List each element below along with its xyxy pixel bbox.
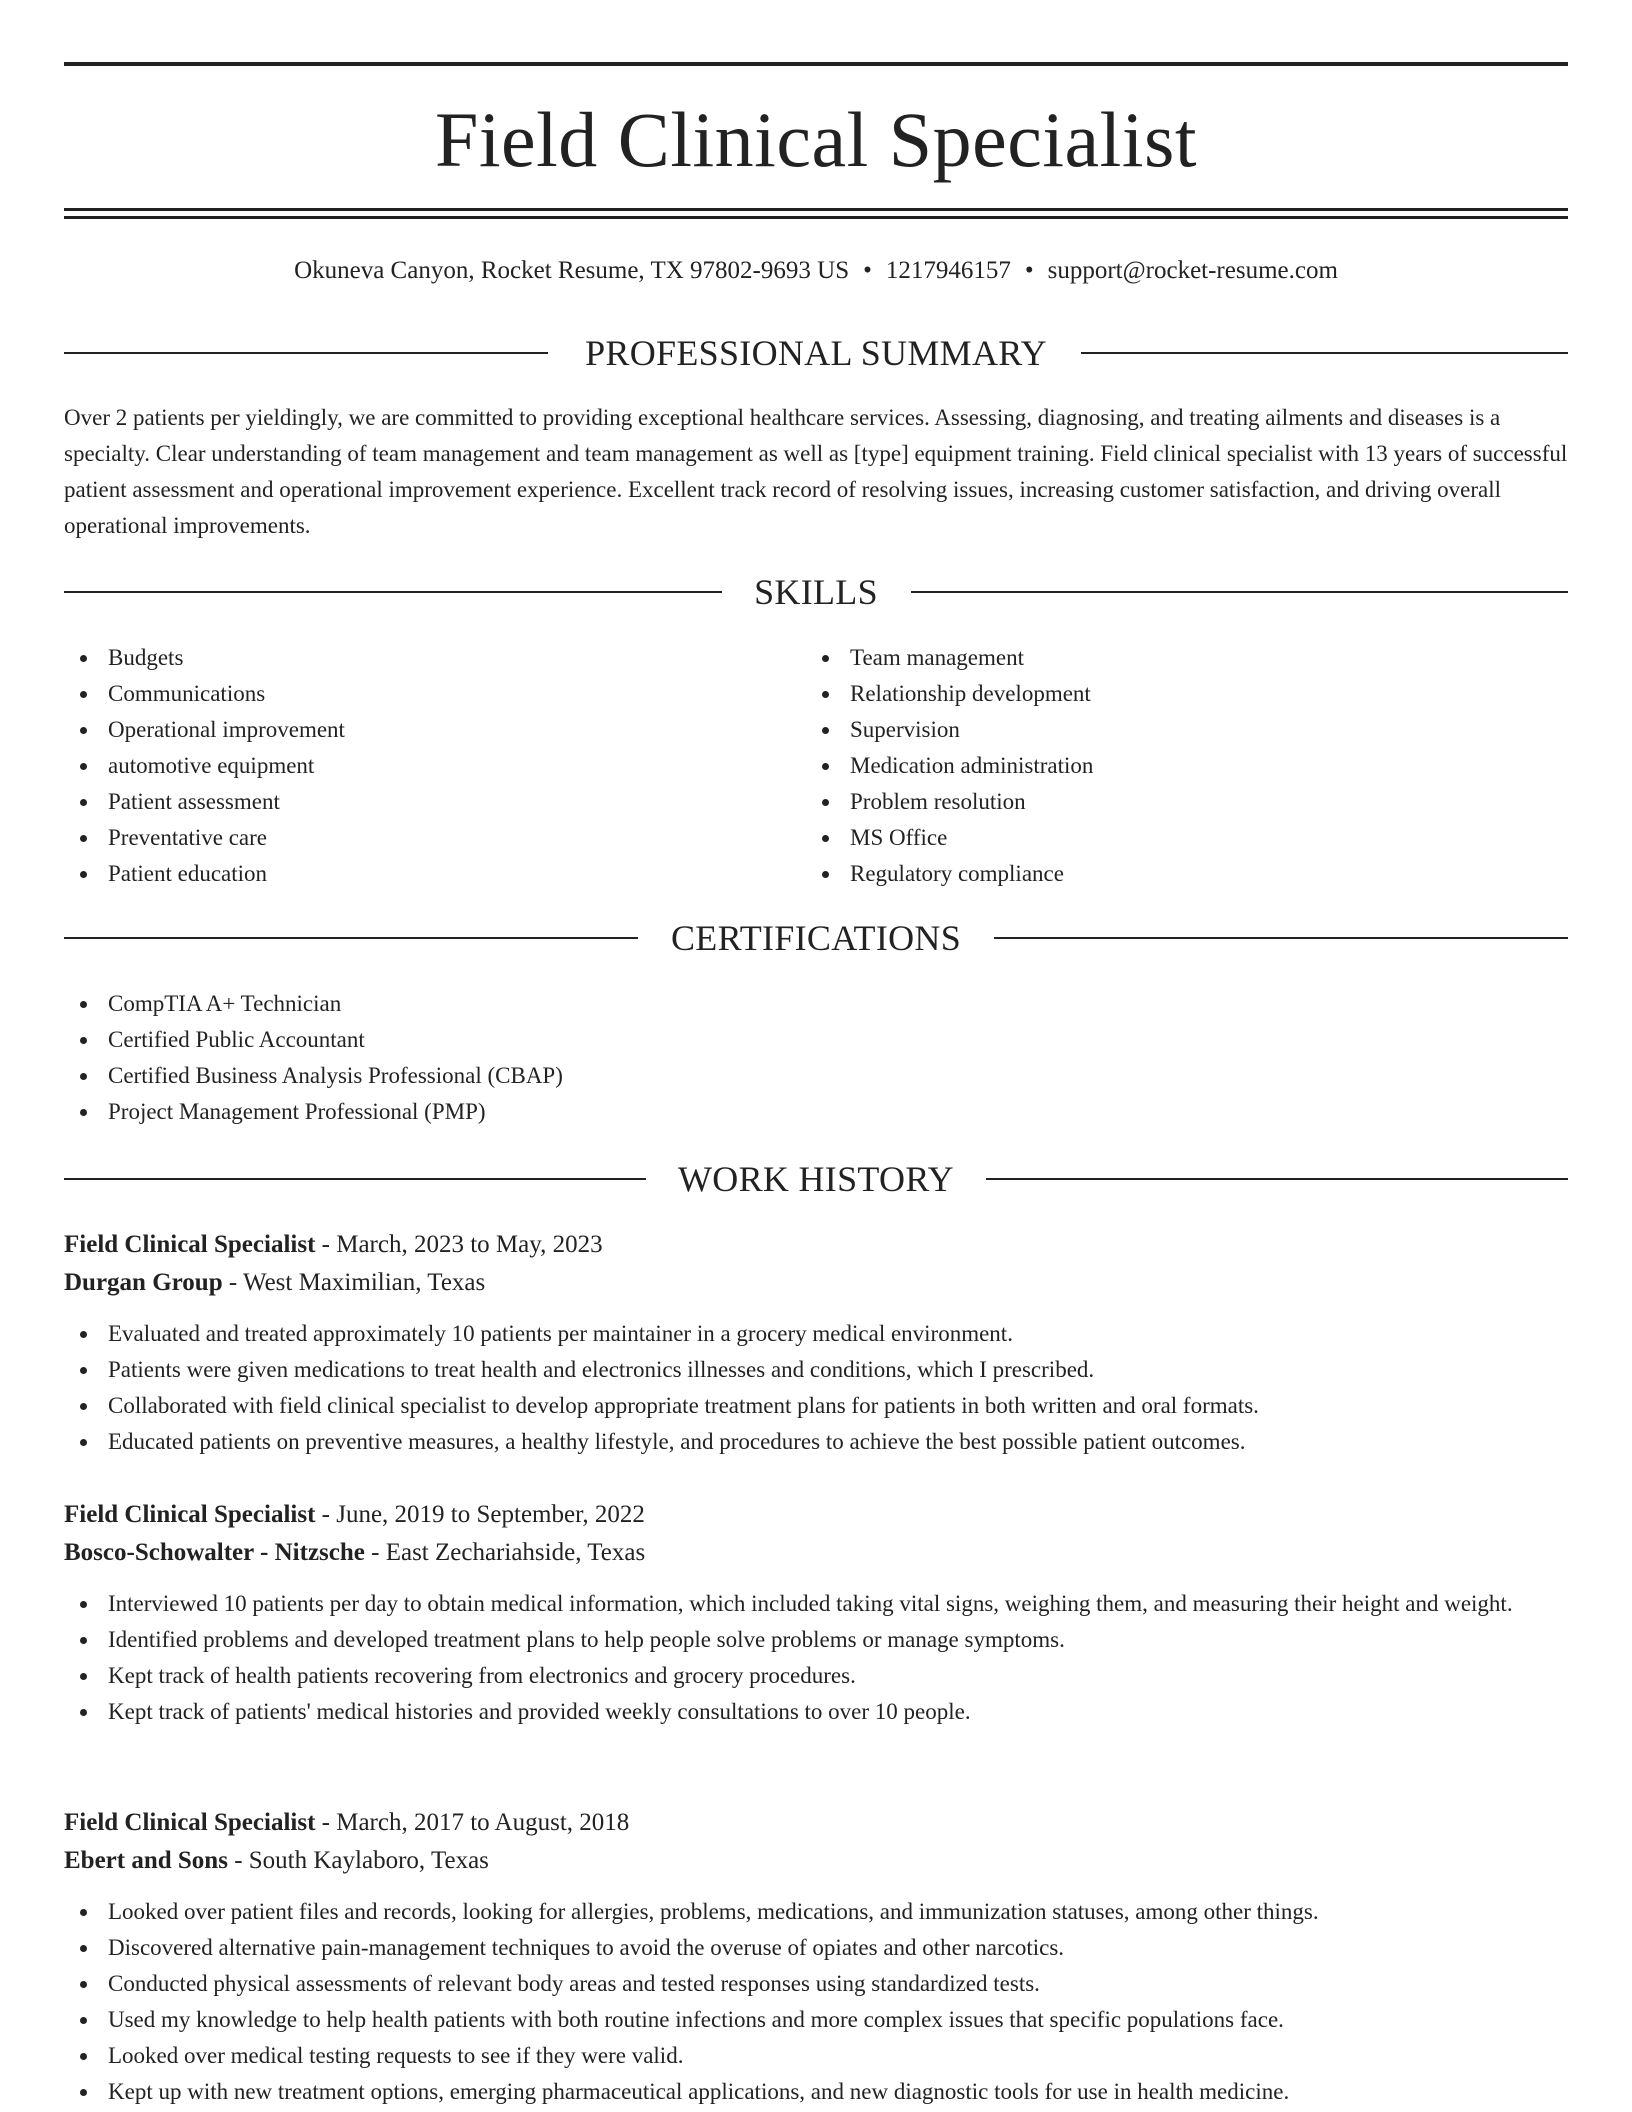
job-duty: Identified problems and developed treatment plans to help people solve problems or manage symptoms. (64, 1622, 1568, 1658)
certification-item: CompTIA A+ Technician (64, 986, 1568, 1022)
job-duty: Looked over medical testing requests to see if they were valid. (64, 2038, 1568, 2074)
skill-item: Communications (64, 676, 804, 712)
contact-line (64, 254, 1568, 288)
certifications-list (64, 986, 1568, 1130)
job-company-line (64, 1842, 1568, 1880)
contact-address: Okuneva Canyon, Rocket Resume, TX 97802-9693 US (294, 257, 850, 284)
certification-item: Certified Public Accountant (64, 1022, 1568, 1058)
skill-item: Problem resolution (806, 784, 1566, 820)
job-duty: Used my knowledge to help health patients with both routine infections and more complex issues that specific populations face. (64, 2002, 1568, 2038)
job-company-line (64, 1534, 1568, 1572)
job-title-line (64, 1804, 1568, 1842)
resume-title: Field Clinical Specialist (434, 96, 1198, 183)
job-title-line (64, 1226, 1568, 1264)
skill-item: Relationship development (806, 676, 1566, 712)
contact-separator: • (1024, 257, 1034, 284)
contact-separator: • (863, 257, 872, 284)
job-entry (64, 1496, 1568, 1730)
skill-item: Team management (806, 640, 1566, 676)
skill-item: Supervision (806, 712, 1566, 748)
job-duty: Looked over patient files and records, looking for allergies, problems, medications, and immunization statuses, among other things. (64, 1894, 1568, 1930)
contact-phone: 1217946157 (885, 257, 1011, 284)
header-top-rule (64, 62, 1568, 66)
skill-item: Patient assessment (64, 784, 804, 820)
skill-item: Medication administration (806, 748, 1566, 784)
section-title: SKILLS (754, 572, 878, 612)
job-company: Bosco-Schowalter - Nitzsche (64, 1539, 365, 1566)
job-title-line (64, 1496, 1568, 1534)
job-duty: Patients were given medications to treat health and electronics illnesses and conditions, which I prescribed. (64, 1352, 1568, 1388)
contact-email: support@rocket-resume.com (1047, 257, 1338, 284)
skill-item: automotive equipment (64, 748, 804, 784)
job-title: Field Clinical Specialist (64, 1501, 316, 1528)
skill-item: Regulatory compliance (806, 856, 1566, 892)
job-dates: - March, 2017 to August, 2018 (315, 1809, 630, 1836)
skill-item: Patient education (64, 856, 804, 892)
certification-item: Project Management Professional (PMP) (64, 1094, 1568, 1130)
certification-item: Certified Business Analysis Professional (CBAP) (64, 1058, 1568, 1094)
job-entry (64, 1804, 1568, 2110)
job-location: - South Kaylaboro, Texas (227, 1847, 489, 1874)
job-duties-list (64, 1586, 1568, 1730)
section-heading-skills (64, 570, 1568, 614)
job-dates: - March, 2023 to May, 2023 (315, 1231, 603, 1258)
section-title: CERTIFICATIONS (670, 918, 962, 958)
job-duties-list (64, 1316, 1568, 1460)
skill-item: Preventative care (64, 820, 804, 856)
job-duty: Educated patients on preventive measures, a healthy lifestyle, and procedures to achieve the best possible patient outcomes. (64, 1424, 1568, 1460)
job-location: - West Maximilian, Texas (222, 1269, 486, 1296)
job-duty: Kept up with new treatment options, emerging pharmaceutical applications, and new diagnostic tools for use in health medicine. (64, 2074, 1568, 2110)
job-company: Ebert and Sons (64, 1847, 228, 1874)
skill-item: Operational improvement (64, 712, 804, 748)
skill-item: MS Office (806, 820, 1566, 856)
job-duty: Collaborated with field clinical specialist to develop appropriate treatment plans for patients in both written and oral formats. (64, 1388, 1568, 1424)
header-double-rule-lower (64, 216, 1568, 219)
section-heading-summary (64, 331, 1568, 375)
job-duty: Interviewed 10 patients per day to obtain medical information, which included taking vital signs, weighing them, and measuring their height and weight. (64, 1586, 1568, 1622)
skills-list-left (64, 640, 804, 892)
job-title: Field Clinical Specialist (64, 1809, 316, 1836)
section-heading-work-history (64, 1157, 1568, 1201)
job-duty: Kept track of patients' medical histories and provided weekly consultations to over 10 people. (64, 1694, 1568, 1730)
job-company-line (64, 1264, 1568, 1302)
job-duty: Conducted physical assessments of relevant body areas and tested responses using standardized tests. (64, 1966, 1568, 2002)
job-dates: - June, 2019 to September, 2022 (315, 1501, 645, 1528)
job-company: Durgan Group (64, 1269, 223, 1296)
section-title: WORK HISTORY (678, 1159, 954, 1199)
job-entry (64, 1226, 1568, 1460)
job-location: - East Zechariahside, Texas (364, 1539, 646, 1566)
job-duty: Discovered alternative pain-management techniques to avoid the overuse of opiates and other narcotics. (64, 1930, 1568, 1966)
job-duty: Kept track of health patients recovering from electronics and grocery procedures. (64, 1658, 1568, 1694)
header-double-rule-upper (64, 208, 1568, 211)
section-title: PROFESSIONAL SUMMARY (585, 333, 1047, 373)
skill-item: Budgets (64, 640, 804, 676)
job-title: Field Clinical Specialist (64, 1231, 316, 1258)
section-heading-certifications (64, 916, 1568, 960)
summary-text: Over 2 patients per yieldingly, we are committed to providing exceptional healthcare services. Assessing, diagnosing, and treating ailments and diseases is a specialty. Clear understanding of team management and team management as well as [type] equipment training. Field clinical specialist with 13 years of successful patient assessment and operational improvement experience. Excellent track record of resolving issues, increasing customer satisfaction, and driving overall operational improvements. (64, 405, 1568, 538)
job-duties-list (64, 1894, 1568, 2110)
job-duty: Evaluated and treated approximately 10 patients per maintainer in a grocery medical environment. (64, 1316, 1568, 1352)
skills-list-right (806, 640, 1566, 892)
